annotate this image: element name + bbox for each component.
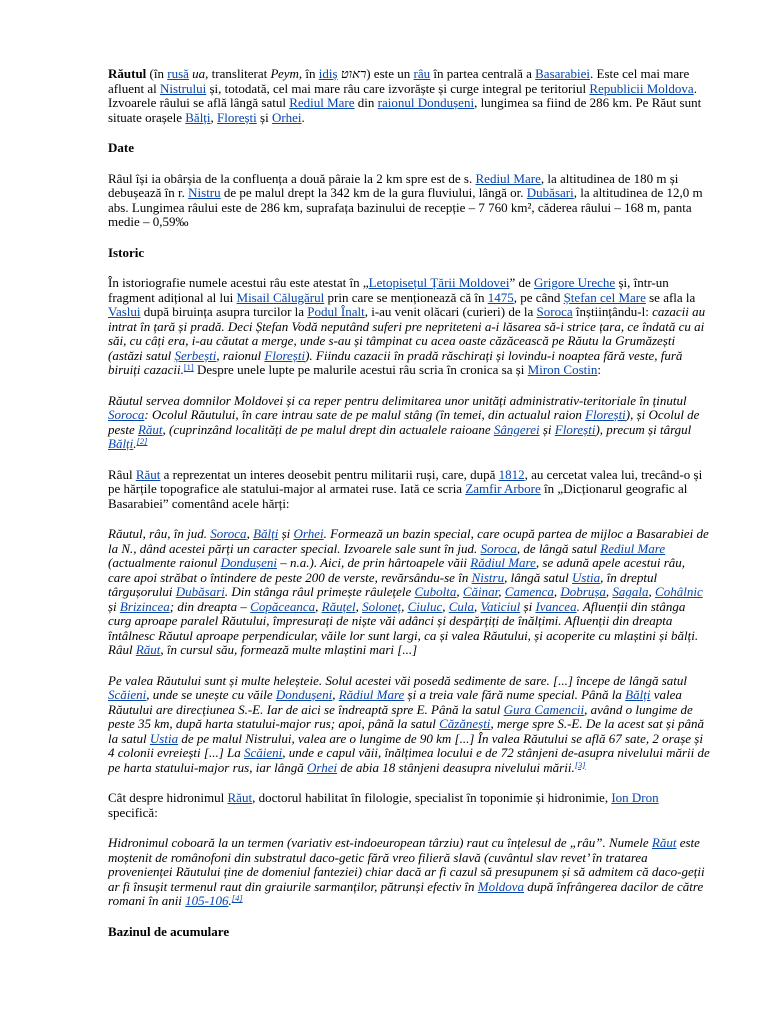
link-cubolta[interactable]: Cubolta: [414, 584, 457, 599]
link-floresti[interactable]: Florești: [585, 407, 626, 422]
link-radiul-mare[interactable]: Rădiul Mare: [470, 555, 536, 570]
text-run: ,: [553, 584, 561, 599]
link-orhei[interactable]: Orhei: [293, 526, 324, 541]
section-heading-istoric: Istoric: [108, 244, 145, 260]
text-run: de pe malul drept la 342 km de la gura fluviului, lângă or.: [220, 185, 527, 200]
link-gura-camencii[interactable]: Gura Camencii: [503, 701, 585, 717]
text-run: ,: [605, 584, 613, 599]
text-run: Pe valea Răutului sunt și multe heleșteie. Solul acestei văi posedă sedimente de sare. [...] începe de lângă satul: [108, 672, 687, 688]
link-rusa[interactable]: rusă: [167, 66, 189, 81]
text-run: ; din dreapta –: [169, 598, 251, 614]
text-run: , în: [298, 66, 319, 81]
text-run: , lângă satul: [504, 569, 572, 585]
link-raut[interactable]: Răut: [135, 466, 161, 482]
footnote-ref: [137, 436, 148, 446]
link-105-106[interactable]: 105-106: [185, 893, 229, 908]
italic-text-run: Реут: [270, 66, 299, 81]
text-run: , pe când: [513, 289, 564, 305]
link-rediul-mare[interactable]: Rediul Mare: [475, 170, 541, 186]
link-soroca[interactable]: Soroca: [210, 526, 247, 541]
link-donduseni[interactable]: Dondușeni: [220, 555, 277, 570]
text-run: este moștenit de românofoni din substratul daco-getic fără vreo filieră slavă (cuvântul slav revet’ în tratarea provenienței Răutului ține de domeniul fanteziei) chiar dacă ar fi cazul să presupunem și să admitem că daco-geții ar fi însușit termenul raut din graiurile sarmanților, pătrunși efectiv în: [108, 835, 705, 894]
text-run: în partea centrală a: [430, 66, 536, 81]
text-run: (în: [146, 66, 168, 81]
link-raut[interactable]: Răut: [137, 421, 163, 437]
text-run: ,: [332, 687, 339, 702]
footnote-link-4[interactable]: [4]: [231, 893, 243, 903]
text-run: , în cursul său, formează multe mlaștini mari [...]: [160, 642, 418, 657]
text-run: ,: [210, 109, 218, 125]
link-nistru[interactable]: Nistru: [188, 185, 221, 200]
text-run: , transliterat: [205, 66, 271, 81]
link-letopisetul-tarii-moldovei[interactable]: Letopisețul Țării Moldovei: [368, 275, 510, 290]
link-floresti[interactable]: Florești: [264, 347, 306, 363]
text-run: , (cuprinzând localități de pe malul drept din actualele raioane: [162, 421, 494, 437]
link-dubasari[interactable]: Dubăsari: [175, 584, 225, 599]
link-donduseni[interactable]: Dondușeni: [275, 687, 333, 702]
text-run: ), și Ocolul de peste: [108, 407, 700, 437]
footnote-ref: [232, 893, 243, 903]
istoric-paragraph-military: [108, 468, 710, 512]
link-soroca[interactable]: Soroca: [480, 540, 517, 556]
text-run: ,: [401, 598, 408, 614]
text-run: Râul își ia obârșia de la confluența a două pâraie la 2 km spre est de s.: [108, 170, 476, 186]
text-run: după înfrângerea dacilor de către romani în anii: [108, 878, 704, 908]
text-run: se afla la: [645, 289, 696, 305]
link-raut[interactable]: Răut: [227, 790, 253, 805]
text-run: ), precum și târgul: [595, 421, 692, 437]
link-floresti[interactable]: Florești: [554, 421, 596, 437]
link-orhei[interactable]: Orhei: [271, 109, 302, 125]
link-republicii-moldova[interactable]: Republicii Moldova: [589, 80, 694, 96]
article-content: [108, 67, 710, 955]
link-scaieni[interactable]: Scăieni: [108, 687, 147, 702]
text-run: și, totodată, cel mai mare râu care izvorăște și curge integral pe teritoriul: [206, 80, 590, 96]
link-serbesti[interactable]: Șerbești: [174, 347, 217, 363]
link-1812[interactable]: 1812: [498, 466, 525, 482]
text-run: , la altitudinea de 180 m și debușează în r.: [108, 170, 679, 200]
text-run: . Este cel mai mare afluent al: [108, 66, 690, 96]
text-run: Despre unele lupte pe malurile acestui râu scria în cronica sa și: [193, 362, 528, 377]
link-cazanesti[interactable]: Căzănești: [439, 716, 491, 731]
text-run: . Afluenții din stânga curg aproape paralel Răutului, împresurați de niște văi adânci și despărțiți de înălțimi. Afluenții din dreapta întâlnesc Răutul aproape perpendicular, văile lor sunt largi, ca și valea Răutului, și acoperite cu mlaștini și bălți. Râul: [108, 598, 699, 657]
text-run: , de lângă satul: [516, 540, 601, 556]
link-sagala[interactable]: Sagala: [612, 584, 649, 599]
link-floresti[interactable]: Florești: [217, 109, 257, 125]
link-ivancea[interactable]: Ivancea: [535, 598, 577, 614]
text-run: de abia 18 stânjeni deasupra nivelului mării.: [337, 759, 575, 775]
text-run: ” de: [509, 275, 534, 290]
italic-text-run: ראוט: [340, 66, 367, 81]
link-stefan-cel-mare[interactable]: Ștefan cel Mare: [563, 289, 646, 305]
link-raionul-donduseni[interactable]: raionul Dondușeni: [377, 95, 475, 110]
text-run: , la altitudinea de 12,0 m abs. Lungimea râului este de 286 km, suprafața bazinului de recepție – 7 760 km², căderea râului – 168 m, panta medie – 0,59‰: [108, 185, 703, 229]
section-heading-date: Date: [108, 140, 134, 155]
link-rau[interactable]: râu: [413, 66, 431, 81]
link-cohalnic[interactable]: Cohâlnic: [655, 584, 703, 599]
date-paragraph: [108, 172, 710, 230]
text-run: , se adună apele acestui râu, care apoi străbat o întindere de peste 200 de verste, revărsându-se în: [108, 555, 686, 585]
link-dobrusa[interactable]: Dobrușa: [560, 584, 606, 599]
text-run: , merge spre S.-E. De la acest sat și până la satul: [108, 716, 704, 746]
text-run: , având o lungime de peste 35 km, după harta statului-major rus; apoi, până la satul: [108, 701, 693, 731]
text-run: ) este un: [366, 66, 414, 81]
link-orhei[interactable]: Orhei: [307, 759, 338, 775]
link-dubasari[interactable]: Dubăsari: [526, 185, 574, 200]
text-run: Râul: [108, 466, 136, 482]
text-run: ,: [474, 598, 481, 614]
text-run: înștiințându-l:: [572, 304, 653, 319]
link-vaslui[interactable]: Vaslui: [108, 304, 141, 319]
link-miron-costin[interactable]: Miron Costin: [527, 362, 598, 377]
footnote-link-1[interactable]: [1]: [183, 362, 194, 372]
link-ciuluc[interactable]: Ciuluc: [407, 598, 443, 614]
text-run: și, într-un fragment adițional al lui: [108, 275, 669, 305]
text-run: . Din stânga râul primește râulețele: [224, 584, 415, 599]
link-cainar[interactable]: Căinar: [462, 584, 499, 599]
text-run: În istoriografie numele acestui râu este atestat în „: [108, 275, 369, 290]
text-run: ,: [246, 526, 254, 541]
italic-text-run: ua: [192, 66, 206, 81]
istoric-paragraph-ureche: [108, 276, 710, 378]
text-run: ,: [648, 584, 656, 599]
text-run: și: [520, 598, 536, 614]
text-run: și: [539, 421, 555, 437]
text-run: .: [228, 893, 232, 908]
text-run: ,: [456, 584, 463, 599]
text-run: ,: [355, 598, 363, 614]
article-subject: Răutul: [108, 66, 147, 81]
text-run: ,: [442, 598, 449, 614]
link-grigore-ureche[interactable]: Grigore Ureche: [533, 275, 616, 290]
footnote-link-3[interactable]: [3]: [574, 759, 586, 770]
link-idis[interactable]: idiș: [318, 66, 338, 81]
link-sangerei[interactable]: Sângerei: [493, 421, 540, 437]
text-run: și: [278, 526, 294, 541]
text-run: specifică:: [108, 804, 158, 820]
link-balti[interactable]: Bălți: [108, 436, 134, 451]
text-run: Cât despre hidronimul: [108, 790, 228, 805]
link-nistru[interactable]: Nistru: [471, 569, 505, 585]
link-rediul-mare[interactable]: Rediul Mare: [289, 95, 355, 110]
text-run: valea Răutului are direcțiunea S.-E. Iar de aici se îndreaptă spre E. Până la satul: [108, 687, 682, 717]
link-balti[interactable]: Bălți: [185, 109, 211, 125]
text-run: Hidronimul coboară la un termen (variativ est-indoeuropean târziu) raut cu înțelesul de „râu”. Numele: [108, 835, 652, 850]
istoric-quote-costin: [108, 394, 710, 452]
link-solonet[interactable]: Soloneț: [362, 598, 402, 614]
text-run: în „Dicționarul geografic al Basarabiei” comentând acele hărți:: [108, 481, 688, 511]
link-raut[interactable]: Răut: [135, 642, 161, 657]
intro-paragraph: [108, 67, 710, 125]
text-run: Răutul, râu, în jud.: [108, 526, 211, 541]
text-run: (actualmente raionul: [108, 555, 221, 570]
link-1475[interactable]: 1475: [487, 289, 514, 305]
link-moldova[interactable]: Moldova: [477, 878, 525, 894]
istoric-quote-dron: [108, 836, 710, 909]
link-balti[interactable]: Bălți: [253, 526, 279, 541]
text-run: prin care se menționează că în: [324, 289, 488, 305]
footnote-ref: [575, 760, 586, 770]
text-run: și: [108, 598, 120, 614]
link-ion-dron[interactable]: Ion Dron: [611, 790, 659, 805]
italic-text-run: ). Fiindu cazacii în pradă răschirați și lovindu-i noaptea fără veste, fură biruiți cazacii.: [108, 347, 683, 377]
link-raut[interactable]: Răut: [651, 835, 677, 850]
link-basarabiei[interactable]: Basarabiei: [535, 66, 591, 81]
link-ustia[interactable]: Ustia: [149, 730, 179, 746]
section-heading-bazinul-de-acumulare: Bazinul de acumulare: [108, 923, 230, 939]
text-run: de pe malul Nistrului, valea are o lungime de 90 km [...] În valea Răutului se află 67 sate, 2 orașe și 4 colonii evreiești [...] La: [108, 730, 703, 760]
istoric-quote-arbore-1: [108, 527, 710, 658]
text-run: , i-au venit olăcari (curieri) de la: [364, 304, 537, 319]
text-run: a reprezentat un interes deosebit pentru militarii ruși, care, după: [160, 466, 499, 482]
text-run: .: [301, 109, 305, 125]
link-zamfir-arbore[interactable]: Zamfir Arbore: [465, 481, 541, 496]
text-run: după biruința asupra turcilor la: [140, 304, 308, 319]
link-soroca[interactable]: Soroca: [108, 407, 145, 422]
text-run: , au cercetat valea lui, trecând-o și pe hărțile topografice ale statului-major al armatei ruse. Iată ce scria: [108, 466, 703, 496]
text-run: ,: [498, 584, 505, 599]
text-run: :: [597, 362, 602, 377]
italic-text-run: , raionul: [216, 347, 265, 363]
footnote-ref: [184, 362, 194, 372]
footnote-link-2[interactable]: [2]: [136, 436, 148, 446]
link-rautel[interactable]: Răuțel: [321, 598, 356, 614]
link-brizincea[interactable]: Brizincea: [119, 598, 170, 614]
link-cula[interactable]: Cula: [448, 598, 475, 614]
text-run: și a treia vale fără nume special. Până la: [404, 687, 626, 702]
link-rediul-mare[interactable]: Rediul Mare: [600, 540, 666, 556]
link-vaticiul[interactable]: Vaticiul: [480, 598, 521, 614]
text-run: ,: [315, 598, 322, 614]
link-soroca[interactable]: Soroca: [536, 304, 573, 319]
text-run: , unde e capul văii, înălțimea locului e de 72 stânjeni de-asupra nivelului mării de pe harta statului-major rus, iar lângă: [108, 745, 710, 775]
text-run: din: [354, 95, 378, 110]
text-run: .: [133, 436, 137, 451]
text-run: , doctorul habilitat în filologie, specialist în toponimie și hidronimie,: [252, 790, 612, 805]
text-run: Răutul servea domnilor Moldovei și ca reper pentru delimitarea unor unități administrativ-teritoriale în ținutul: [108, 392, 687, 408]
link-nistrului[interactable]: Nistrului: [159, 80, 207, 96]
text-run: , unde se unește cu văile: [146, 687, 276, 702]
link-balti[interactable]: Bălți: [625, 687, 651, 702]
link-ustia[interactable]: Ustia: [572, 569, 601, 585]
istoric-paragraph-hydronym: [108, 791, 710, 820]
istoric-quote-arbore-2: [108, 674, 710, 776]
link-podul-inalt[interactable]: Podul Înalt: [307, 304, 365, 319]
text-run: : Ocolul Răutului, în care intrau sate de pe malul stâng (în temei, din actualul raion: [144, 407, 586, 422]
text-run: , în dreptul târgușorului: [108, 569, 658, 599]
link-misail-calugarul[interactable]: Misail Călugărul: [236, 289, 325, 305]
text-run: , lungimea sa fiind de 286 km. Pe Răut sunt situate orașele: [108, 95, 702, 125]
link-scaieni[interactable]: Scăieni: [244, 745, 283, 760]
text-run: . Formează un bazin special, care ocupă partea de mijloc a Basarabiei de la N., dând acestei părți un caracter special. Izvoarele sale sunt în jud.: [108, 526, 709, 556]
link-copaceanca[interactable]: Copăceanca: [250, 598, 316, 614]
link-radiul-mare[interactable]: Rădiul Mare: [338, 687, 405, 702]
text-run: . Izvoarele râului se află lângă satul: [108, 80, 697, 110]
link-camenca[interactable]: Camenca: [504, 584, 554, 599]
italic-text-run: cazacii au intrat în țară și pradă. Deci Ștefan Vodă neputând suferi pre nepriteteni a-i lăsarea să-i strice țara, ce îndată cu ai săi, cu câți era, i-au căutat a merge, unde s-au și tâmpinat cu acea oaste căzăcească pe Răutu la Grumăzești (astăzi satul: [108, 304, 706, 363]
text-run: – n.a.). Aici, de prin hârtoapele văii: [277, 555, 471, 570]
text-run: și: [256, 109, 272, 125]
